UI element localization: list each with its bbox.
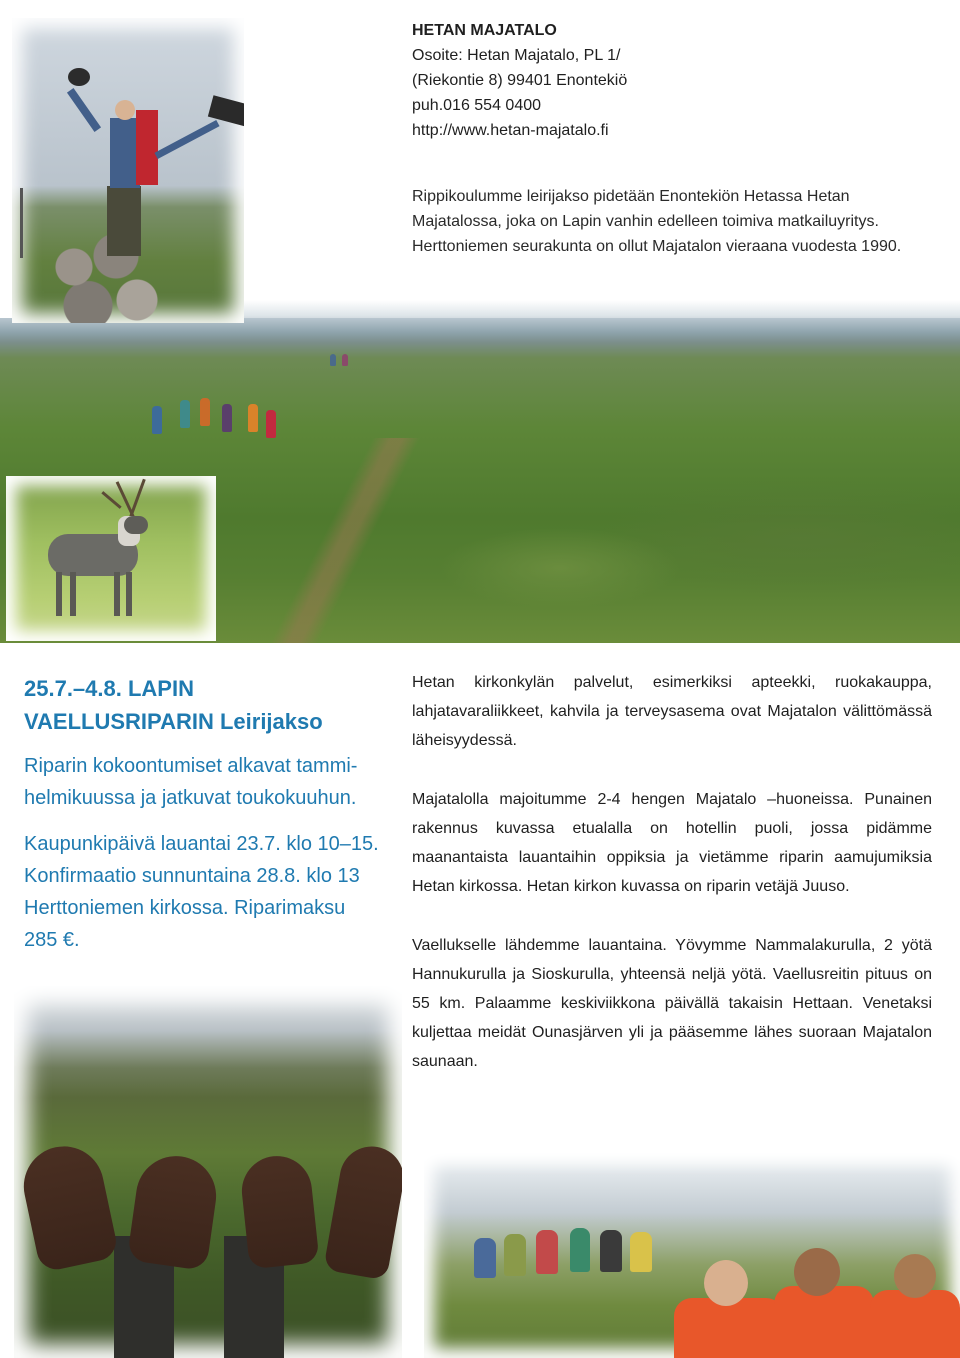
camp-text — [24, 750, 384, 956]
camp-info — [24, 672, 384, 970]
group-resting-photo — [424, 1150, 960, 1358]
intro-paragraph: Rippikoulumme leirijakso pidetään Enontekiön Hetassa Hetan Majatalossa, joka on Lapin vanhin edelleen toimiva matkailuyritys. Herttoniemen seurakunta on ollut Majatalon vieraana vuodesta 1990. — [412, 188, 902, 255]
contact-block — [412, 18, 952, 143]
phone-number: puh.016 554 0400 — [412, 97, 542, 114]
hike-paragraph: Vaellukselle lähdemme lauantaina. Yövymme Nammalakurulla, 2 yötä Hannukurulla ja Sioskurulla, yhteensä neljä yötä. Vaellusreitin pituus on 55 km. Palaamme keskiviikkona päivällä takaisin Hettaan. Venetaksi kuljettaa meidät Ounasjärven yli ja pääsemme lähes suoraan Majatalon saunaan. — [412, 937, 932, 1070]
services-paragraph: Hetan kirkonkylän palvelut, esimerkiksi apteekki, ruokakauppa, lahjatavaraliikkeet, kahvila ja terveysasema ovat Majatalon välittömässä läheisyydessä. — [412, 674, 932, 749]
contact-title: HETAN MAJATALO — [412, 22, 557, 39]
address-line-2: (Riekontie 8) 99401 Enontekiö — [412, 72, 628, 89]
website-link[interactable]: http://www.hetan-majatalo.fi — [412, 122, 609, 139]
meetings-text: Riparin kokoontumiset alkavat tammi-helmikuussa ja jatkuvat toukokuuhun. — [24, 755, 358, 809]
right-column — [412, 668, 932, 1076]
hiking-boots-photo — [14, 986, 402, 1358]
reindeer-photo — [6, 476, 216, 641]
lodging-paragraph: Majatalolla majoitumme 2-4 hengen Majatalo –huoneissa. Punainen rakennus kuvassa etualalla on hotellin puoli, jossa pidämme maanantaista lauantaihin oppiksia ja vietämme riparin aamujumiksia Hetan kirkossa. Hetan kirkon kuvassa on riparin vetäjä Juuso. — [412, 791, 932, 895]
address-line-1: Osoite: Hetan Majatalo, PL 1/ — [412, 47, 621, 64]
hiker-on-cairn-photo — [12, 18, 244, 323]
camp-title: 25.7.–4.8. LAPIN VAELLUSRIPARIN Leirijakso — [24, 676, 323, 734]
schedule-text: Kaupunkipäivä lauantai 23.7. klo 10–15. Konfirmaatio sunnuntaina 28.8. klo 13 Herttoniemen kirkossa. Riparimaksu 285 €. — [24, 833, 379, 951]
